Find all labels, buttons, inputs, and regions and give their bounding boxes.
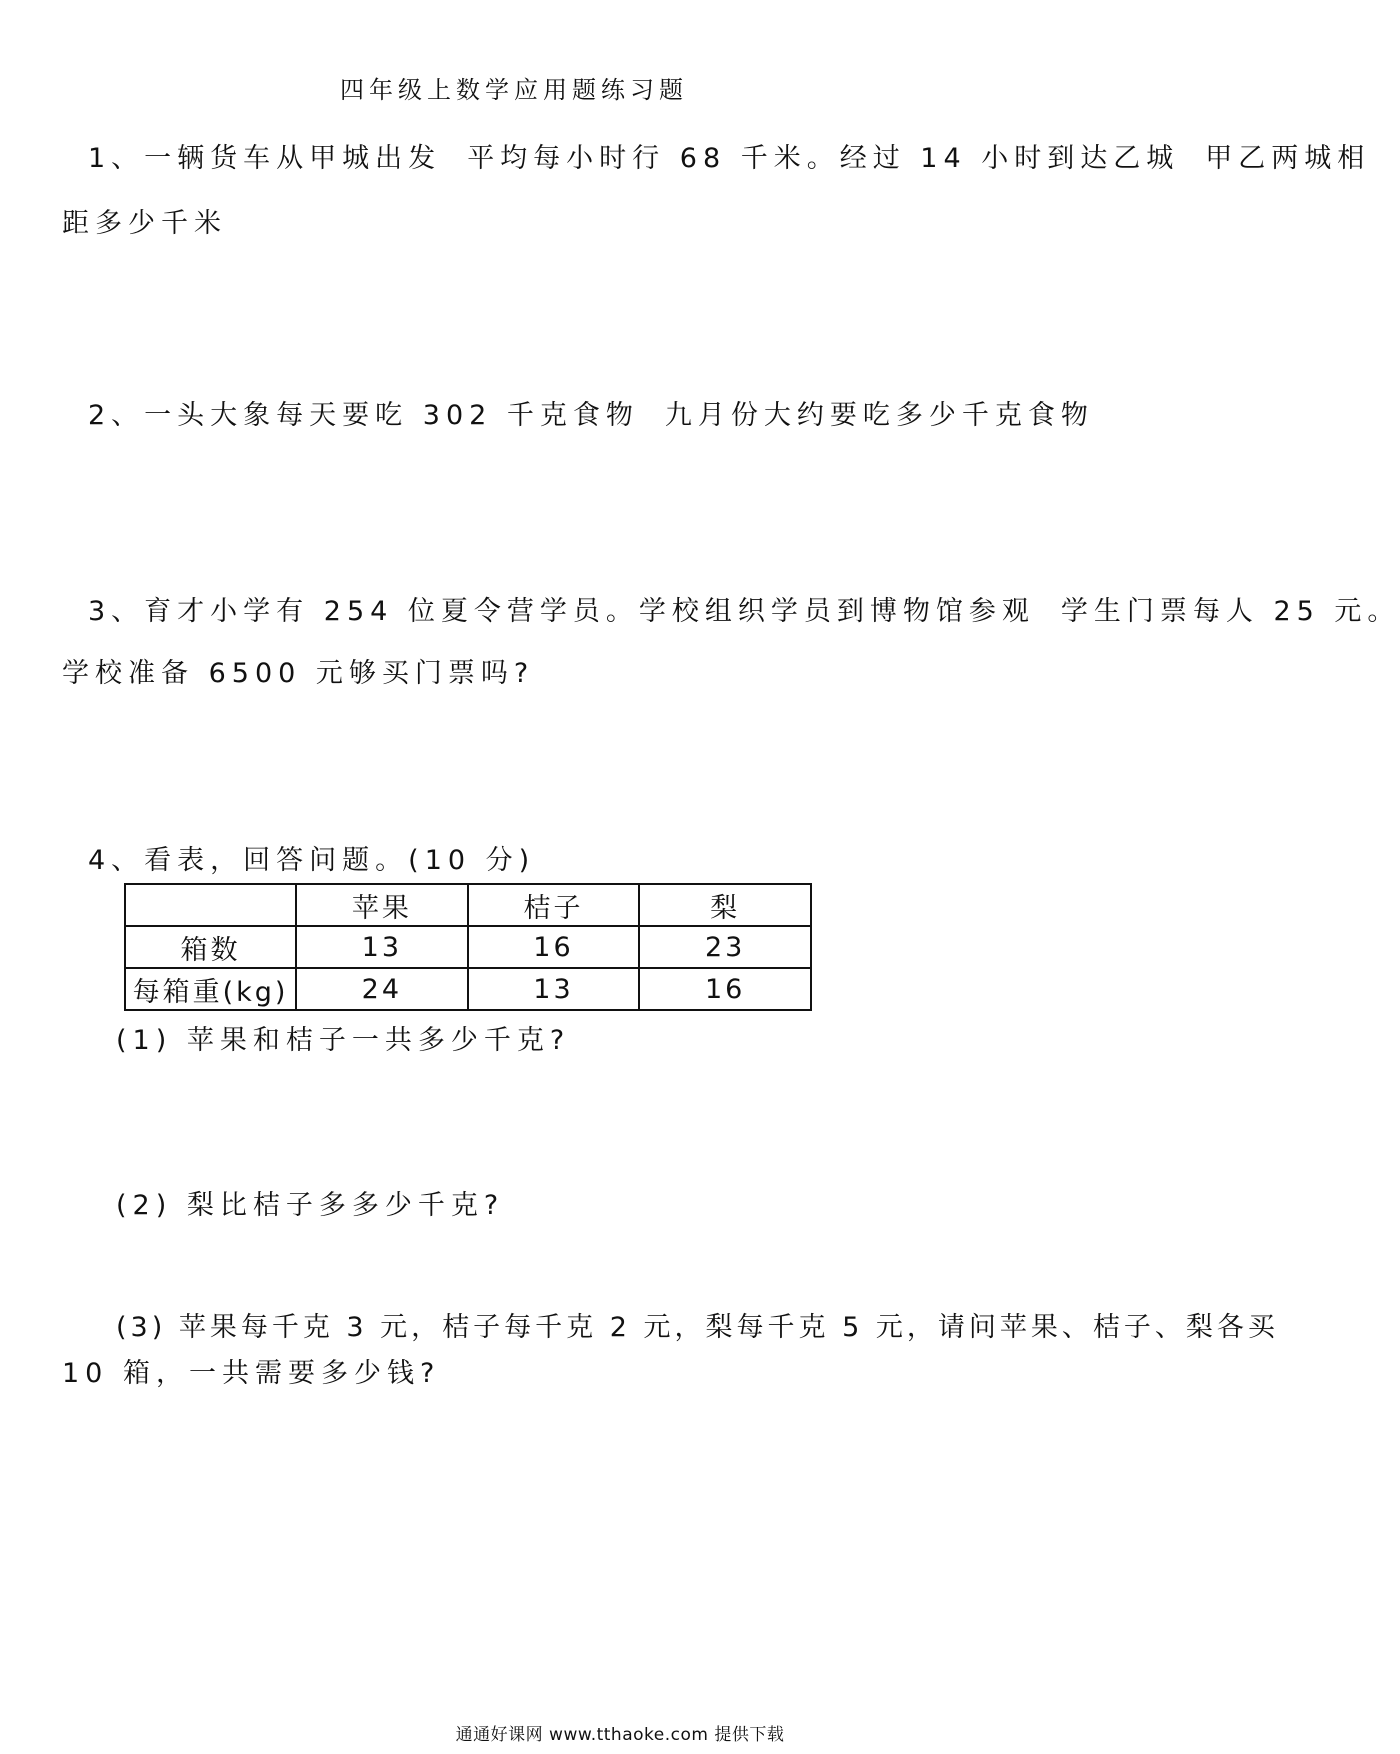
- question-4-sub-3-line-1: (3) 苹果每千克 3 元，桔子每千克 2 元，梨每千克 5 元，请问苹果、桔子、梨各买: [116, 1312, 1279, 1343]
- table-cell: 13: [296, 926, 468, 968]
- table-header-cell: 梨: [639, 884, 811, 926]
- table-row-label: 每箱重(kg): [125, 968, 296, 1010]
- question-1-line-1: [88, 145, 1370, 172]
- question-4-sub-3-line-2: 10 箱，一共需要多少钱?: [62, 1358, 441, 1389]
- footer-source: 通通好课网 www.tthaoke.com 提供下载: [455, 1725, 785, 1745]
- table-row-label: 箱数: [125, 926, 296, 968]
- table-header-row: [125, 884, 811, 926]
- question-1-text-c: 甲乙两城相: [1205, 143, 1371, 174]
- question-1-line-2: 距多少千米: [62, 208, 227, 239]
- question-3-text-a: 3、育才小学有 254 位夏令营学员。学校组织学员到博物馆参观: [88, 596, 1035, 627]
- page-title: 四年级上数学应用题练习题: [340, 76, 688, 104]
- table-row: [125, 968, 811, 1010]
- question-1-text-b: 平均每小时行 68 千米。经过 14 小时到达乙城: [467, 143, 1180, 174]
- table-cell: 24: [296, 968, 468, 1010]
- fruit-data-table: [124, 883, 812, 1011]
- table-cell: 16: [639, 968, 811, 1010]
- question-1-text-a: 1、一辆货车从甲城出发: [88, 143, 442, 174]
- table-cell: 16: [468, 926, 640, 968]
- table-cell: 23: [639, 926, 811, 968]
- question-4-sub-2: (2) 梨比桔子多多少千克?: [116, 1190, 505, 1221]
- table-row: [125, 926, 811, 968]
- table-header-cell: 苹果: [296, 884, 468, 926]
- table-header-cell: 桔子: [468, 884, 640, 926]
- table-header-cell: [125, 884, 296, 926]
- question-2-text-a: 2、一头大象每天要吃 302 千克食物: [88, 400, 639, 431]
- question-2-line: [88, 402, 1094, 429]
- question-4-heading: 4、看表，回答问题。(10 分): [88, 845, 536, 876]
- question-3-line-2: 学校准备 6500 元够买门票吗?: [62, 658, 535, 689]
- question-3-line-1: [88, 598, 1400, 625]
- question-2-text-b: 九月份大约要吃多少千克食物: [664, 400, 1094, 431]
- table-cell: 13: [468, 968, 640, 1010]
- question-4-sub-1: (1) 苹果和桔子一共多少千克?: [116, 1025, 571, 1056]
- question-3-text-b: 学生门票每人 25 元。: [1060, 596, 1400, 627]
